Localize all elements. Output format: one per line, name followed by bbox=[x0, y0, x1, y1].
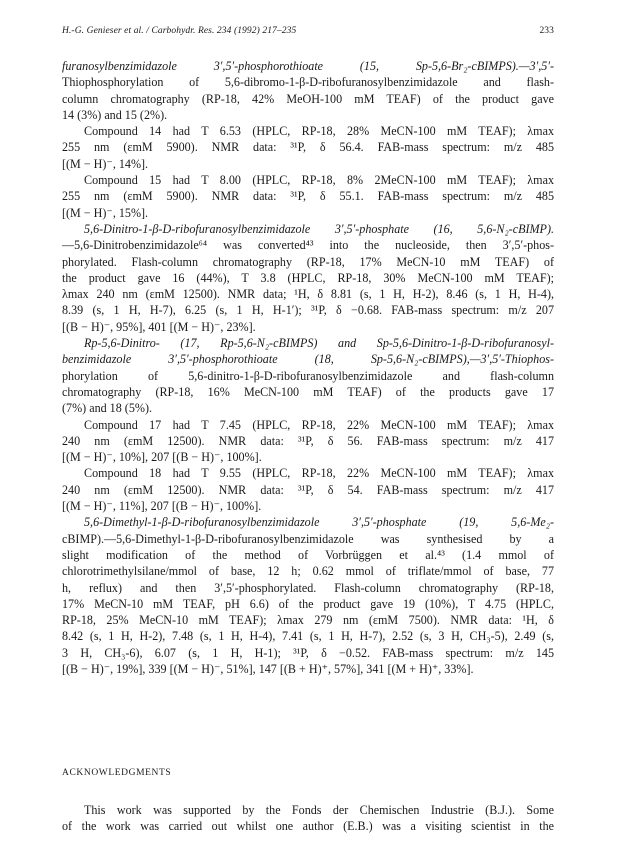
text-line: phorylation of 5,6-dinitro-1-β-D-ribofuranosylbenzimidazole and flash-column bbox=[62, 368, 554, 383]
text-line: furanosylbenzimidazole 3′,5′-phosphorothioate (15, Sp-5,6-Br₂-cBIMPS).—3′,5′- bbox=[62, 59, 554, 73]
text-line: Rp-5,6-Dinitro- (17, Rp-5,6-N₂-cBIMPS) and Sp-5,6-Dinitro-1-β-D-ribofuranosyl- bbox=[84, 336, 554, 351]
text-line: 255 nm (εmM 5900). NMR data: ³¹P, δ 56.4. FAB-mass spectrum: m/z 485 bbox=[62, 140, 554, 155]
text-line: 14 (3%) and 15 (2%). bbox=[62, 107, 168, 122]
text-line: RP-18, 25% MeCN-10 mM TEAF); λmax 279 nm (εmM 7500). NMR data: ¹H, δ bbox=[62, 613, 554, 628]
text-line: [(M − H)⁻, 11%], 207 [(B − H)⁻, 100%]. bbox=[62, 499, 262, 514]
text-line: phorylated. Flash-column chromatography (RP-18, 17% MeCN-10 mM TEAF) of bbox=[62, 254, 554, 269]
text-line: 240 nm (εmM 12500). NMR data: ³¹P, δ 56. FAB-mass spectrum: m/z 417 bbox=[62, 433, 554, 448]
text-line: Compound 15 had T 8.00 (HPLC, RP-18, 8% 2MeCN-100 mM TEAF); λmax bbox=[84, 173, 554, 188]
text-line: [(B − H)⁻, 95%], 401 [(M − H)⁻, 23%]. bbox=[62, 319, 256, 334]
text-line: slight modification of the method of Vorbrüggen et al.⁴³ (1.4 mmol of bbox=[62, 547, 554, 562]
text-line: [(M − H)⁻, 15%]. bbox=[62, 205, 149, 220]
experimental-section bbox=[62, 58, 554, 677]
text-line: λmax 240 nm (εmM 12500). NMR data; ¹H, δ 8.81 (s, 1 H, H-2), 8.46 (s, 1 H, H-4), bbox=[62, 287, 554, 302]
text-line: [(M − H)⁻, 14%]. bbox=[62, 156, 149, 171]
text-line: 255 nm (εmM 5900). NMR data: ³¹P, δ 55.1. FAB-mass spectrum: m/z 485 bbox=[62, 189, 554, 204]
text-line: [(B − H)⁻, 19%], 339 [(M − H)⁻, 51%], 147 [(B + H)⁺, 57%], 341 [(M + H)⁺, 33%]. bbox=[62, 661, 474, 676]
text-line: [(M − H)⁻, 10%], 207 [(B − H)⁻, 100%]. bbox=[62, 450, 262, 465]
text-line: 240 nm (εmM 12500). NMR data: ³¹P, δ 54. FAB-mass spectrum: m/z 417 bbox=[62, 482, 554, 497]
text-line: 17% MeCN-10 mM TEAF, pH 6.6) of the product gave 19 (10%), T 4.75 (HPLC, bbox=[62, 596, 554, 611]
text-line: This work was supported by the Fonds der Chemischen Industrie (B.J.). Some bbox=[84, 803, 554, 817]
page-number: 233 bbox=[539, 26, 554, 36]
text-line: Compound 17 had T 7.45 (HPLC, RP-18, 22% MeCN-100 mM TEAF); λmax bbox=[84, 417, 554, 432]
text-line: —5,6-Dinitrobenzimidazole⁶⁴ was converted⁴³ into the nucleoside, then 3′,5′-phos- bbox=[62, 238, 554, 253]
text-line: chlorotrimethylsilane/mmol of base, 12 h; 0.62 mmol of triflate/mmol of base, 77 bbox=[62, 564, 554, 579]
text-line: 5,6-Dinitro-1-β-D-ribofuranosylbenzimidazole 3′,5′-phosphate (16, 5,6-N₂-cBIMP). bbox=[84, 221, 554, 236]
text-line: 3 H, CH₃-6), 6.07 (s, 1 H, H-1); ³¹P, δ −0.52. FAB-mass spectrum: m/z 145 bbox=[62, 645, 554, 660]
text-line: Compound 14 had T 6.53 (HPLC, RP-18, 28% MeCN-100 mM TEAF); λmax bbox=[84, 124, 554, 139]
text-line: 5,6-Dimethyl-1-β-D-ribofuranosylbenzimidazole 3′,5′-phosphate (19, 5,6-Me₂- bbox=[84, 515, 554, 530]
text-line: column chromatography (RP-18, 42% MeOH-100 mM TEAF) of the product gave bbox=[62, 91, 554, 106]
acknowledgments-heading: ACKNOWLEDGMENTS bbox=[62, 768, 172, 778]
text-line: (7%) and 18 (5%). bbox=[62, 401, 153, 416]
acknowledgments-body bbox=[62, 802, 554, 835]
running-head: H.-G. Genieser et al. / Carbohydr. Res. 234 (1992) 217–235 bbox=[62, 26, 297, 36]
text-line: chromatography (RP-18, 16% MeCN-100 mM TEAF) of the products gave 17 bbox=[62, 384, 554, 399]
text-line: Thiophosphorylation of 5,6-dibromo-1-β-D-ribofuranosylbenzimidazole and flash- bbox=[62, 75, 554, 90]
text-line: Compound 18 had T 9.55 (HPLC, RP-18, 22% MeCN-100 mM TEAF); λmax bbox=[84, 466, 554, 481]
text-line: the product gave 16 (44%), T 3.8 (HPLC, RP-18, 30% MeCN-100 mM TEAF); bbox=[62, 270, 554, 285]
text-line: 8.42 (s, 1 H, H-2), 7.48 (s, 1 H, H-4), 7.41 (s, 1 H, H-7), 2.52 (s, 3 H, CH₃-5), 2.49 (s, bbox=[62, 629, 554, 644]
text-line: 8.39 (s, 1 H, H-7), 6.25 (s, 1 H, H-1′); ³¹P, δ −0.68. FAB-mass spectrum: m/z 207 bbox=[62, 303, 554, 318]
running-header bbox=[62, 26, 554, 42]
text-line: of the work was carried out whilst one author (E.B.) was a visiting scientist in the bbox=[62, 819, 554, 834]
text-line: benzimidazole 3′,5′-phosphorothioate (18, Sp-5,6-N₂-cBIMPS),—3′,5′-Thiophos- bbox=[62, 352, 554, 367]
text-line: cBIMP).—5,6-Dimethyl-1-β-D-ribofuranosylbenzimidazole was synthesised by a bbox=[62, 531, 554, 546]
text-line: h, reflux) and then 3′,5′-phosphorylated. Flash-column chromatography (RP-18, bbox=[62, 580, 554, 595]
